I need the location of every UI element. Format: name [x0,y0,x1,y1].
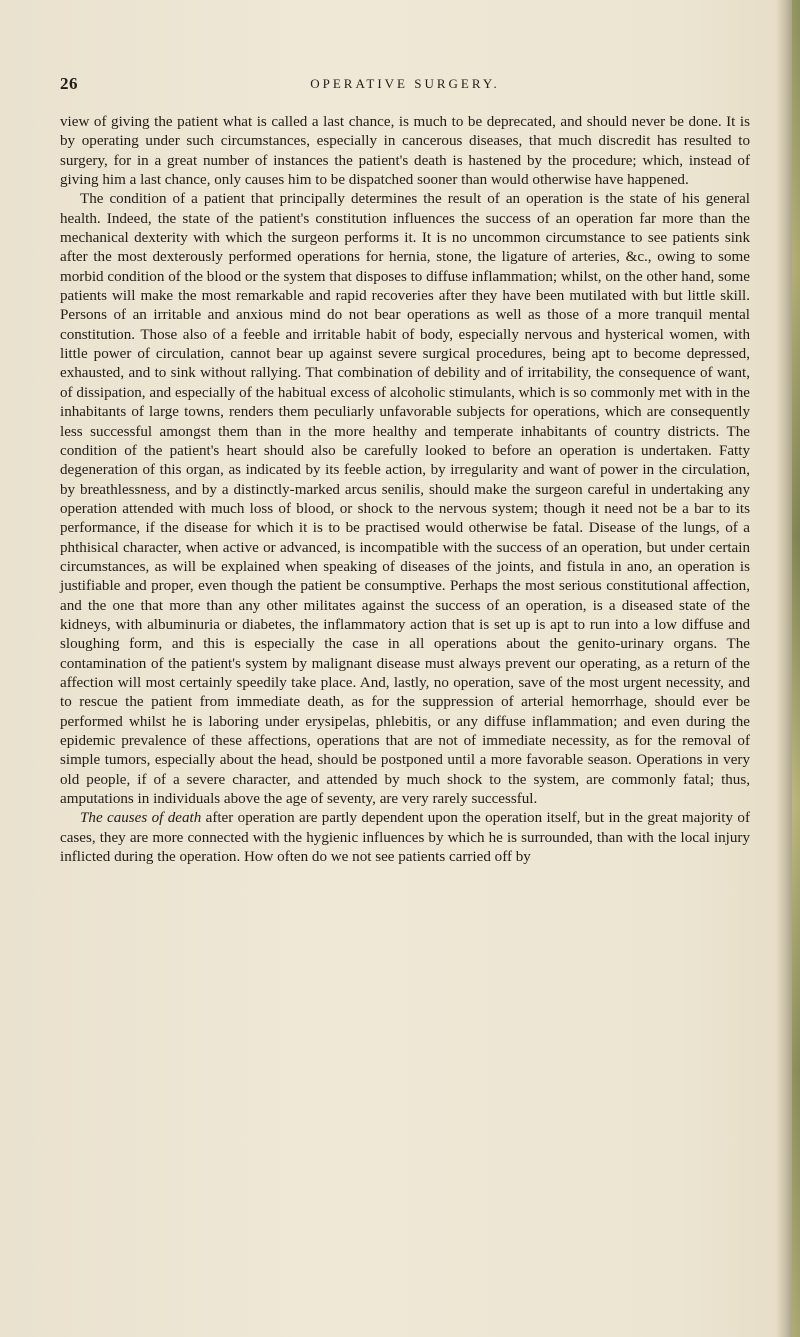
paragraph-3 [60,809,750,867]
page-header [60,74,750,98]
paragraph-3-text: after operation are partly dependent upon the operation itself, but in the great majority of cases, they are more connected with the hygienic influences by which he is surrounded, than with the local injury inflicted during the operation. How often do we not see patients carried off by [60,810,750,866]
page-edge-strip [792,0,800,1337]
page-number: 26 [60,74,78,93]
body-text [60,113,750,867]
paragraph-2: The condition of a patient that principally determines the result of an operation is the state of his general health. Indeed, the state of the patient's constitution influences the success of an operation far more than the mechanical dexterity with which the surgeon performs it. It is no uncommon circumstance to see patients sink after the most dexterously performed operations for hernia, stone, the ligature of arteries, &c., owing to some morbid condition of the blood or the system that disposes to diffuse inflammation; whilst, on the other hand, some patients will make the most remarkable and rapid recoveries after they have been mutilated with but little skill. Persons of an irritable and anxious mind do not bear operations as well as those of a more tranquil mental constitution. Those also of a feeble and irritable habit of body, especially nervous and hysterical women, with little power of circulation, cannot bear up against severe surgical procedures, being apt to become depressed, exhausted, and to sink without rallying. That combination of debility and of irritability, the consequence of want, of dissipation, and especially of the habitual excess of alcoholic stimulants, which is so commonly met with in the inhabitants of large towns, renders them peculiarly unfavorable subjects for operations, which are consequently less successful amongst them than in the more healthy and temperate inhabitants of country districts. The condition of the patient's heart should also be carefully looked to before an operation is undertaken. Fatty degeneration of this organ, as indicated by its feeble action, by irregularity and want of power in the circulation, by breathlessness, and by a distinctly-marked arcus senilis, should make the surgeon careful in undertaking any operation attended with much loss of blood, or shock to the nervous system; though it need not be a bar to its performance, if the disease for which it is to be practised would otherwise be fatal. Disease of the lungs, of a phthisical character, when active or advanced, is incompatible with the success of an operation, but under certain circumstances, as will be explained when speaking of diseases of the joints, and fistula in ano, an operation is justifiable and proper, even though the patient be consumptive. Perhaps the most serious constitutional affection, and the one that more than any other militates against the success of an operation, is a diseased state of the kidneys, with albuminuria or diabetes, the inflammatory action that is set up is apt to run into a low diffuse and sloughing form, and this is especially the case in all operations about the genito-urinary organs. The contamination of the patient's system by malignant disease must always prevent our operating, as a return of the affection will most certainly speedily take place. And, lastly, no operation, save of the most urgent necessity, and to rescue the patient from immediate death, as for the suppression of arterial hemorrhage, should ever be performed whilst he is laboring under erysipelas, phlebitis, or any diffuse inflammation; and even during the epidemic prevalence of these affections, operations that are not of immediate necessity, as for the removal of simple tumors, especially about the head, should be postponed until a more favorable season. Operations in very old people, if of a severe character, and attended by much shock to the system, are commonly fatal; thus, amputations in individuals above the age of seventy, are very rarely successful. [60,191,750,808]
paragraph-3-italic-lead: The causes of death [80,810,202,827]
paragraph-1: view of giving the patient what is called a last chance, is much to be deprecated, and should never be done. It is by operating under such circumstances, especially in cancerous diseases, that much discredit has resulted to surgery, for in a great number of instances the patient's death is hastened by the procedure; which, instead of giving him a last chance, only causes him to be dispatched sooner than would otherwise have happened. [60,114,750,189]
running-head: OPERATIVE SURGERY. [310,76,500,91]
